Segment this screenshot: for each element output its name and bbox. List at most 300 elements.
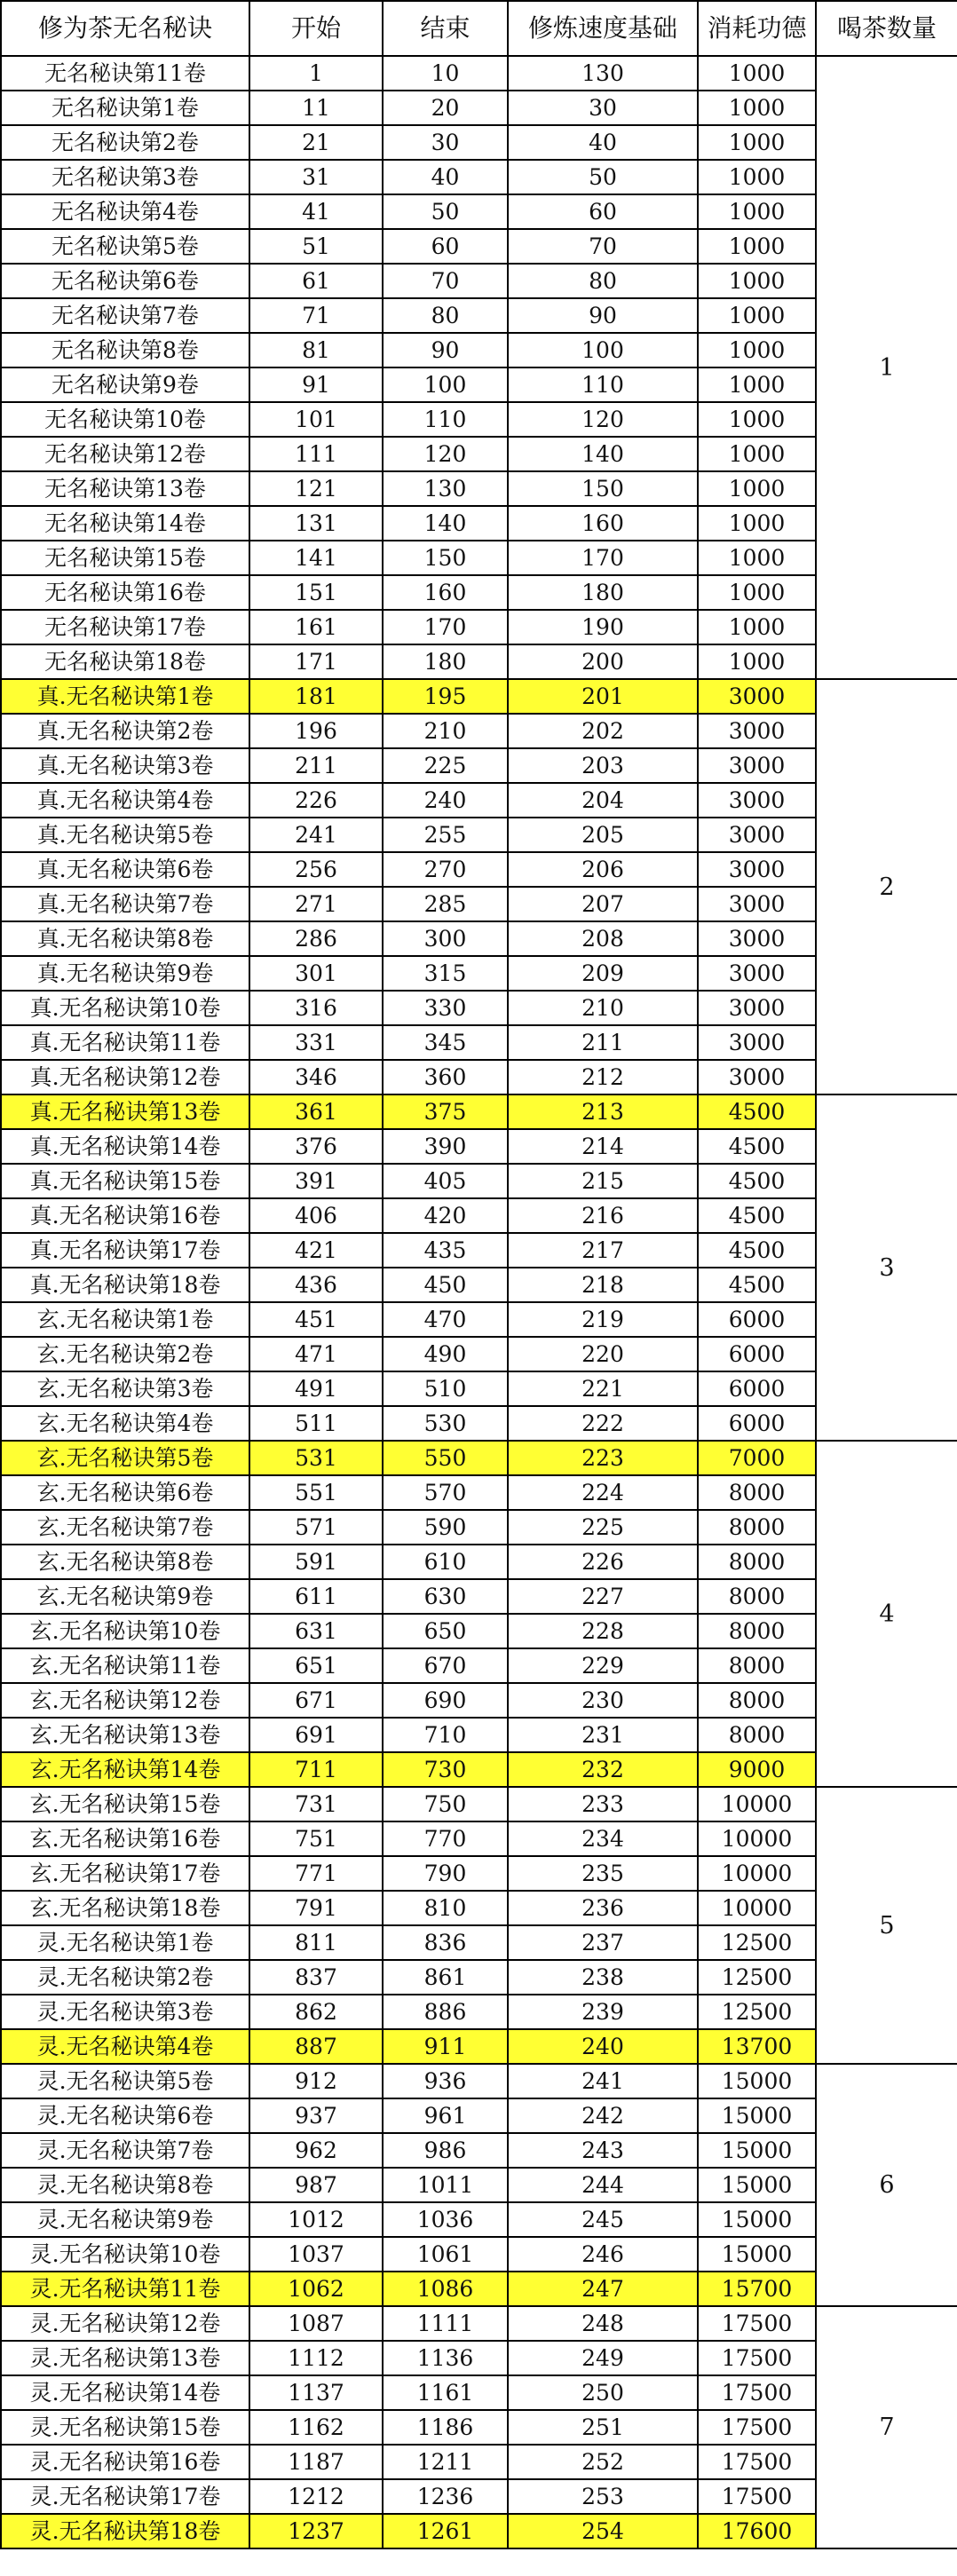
- row-end-cell: 810: [383, 1891, 508, 1925]
- table-row: [1, 1337, 957, 1371]
- row-name-cell: 真.无名秘诀第17卷: [1, 1233, 249, 1268]
- row-start-cell: 31: [249, 160, 383, 194]
- row-name-cell: 真.无名秘诀第2卷: [1, 714, 249, 748]
- row-cost-cell: 4500: [698, 1268, 816, 1302]
- row-cost-cell: 15000: [698, 2202, 816, 2237]
- table-row: [1, 1821, 957, 1856]
- row-start-cell: 101: [249, 402, 383, 437]
- row-end-cell: 40: [383, 160, 508, 194]
- row-start-cell: 611: [249, 1579, 383, 1614]
- tea-count-cell: 7: [816, 2306, 957, 2548]
- row-cost-cell: 3000: [698, 852, 816, 887]
- row-speed-cell: 232: [508, 1752, 698, 1787]
- row-end-cell: 836: [383, 1925, 508, 1960]
- row-cost-cell: 17500: [698, 2445, 816, 2479]
- table-row: [1, 610, 957, 644]
- row-end-cell: 80: [383, 298, 508, 333]
- row-cost-cell: 3000: [698, 921, 816, 956]
- row-end-cell: 510: [383, 1371, 508, 1406]
- row-start-cell: 771: [249, 1856, 383, 1891]
- row-speed-cell: 205: [508, 818, 698, 852]
- header-end: 结束: [383, 1, 508, 56]
- table-row: [1, 1406, 957, 1441]
- table-row: [1, 402, 957, 437]
- row-name-cell: 真.无名秘诀第15卷: [1, 1164, 249, 1198]
- row-start-cell: 316: [249, 991, 383, 1025]
- table-row: [1, 1752, 957, 1787]
- row-name-cell: 真.无名秘诀第6卷: [1, 852, 249, 887]
- row-start-cell: 691: [249, 1718, 383, 1752]
- row-name-cell: 玄.无名秘诀第17卷: [1, 1856, 249, 1891]
- row-end-cell: 1061: [383, 2237, 508, 2272]
- row-cost-cell: 1000: [698, 506, 816, 541]
- row-name-cell: 玄.无名秘诀第8卷: [1, 1545, 249, 1579]
- row-cost-cell: 3000: [698, 748, 816, 783]
- row-end-cell: 1111: [383, 2306, 508, 2341]
- row-speed-cell: 208: [508, 921, 698, 956]
- row-name-cell: 灵.无名秘诀第10卷: [1, 2237, 249, 2272]
- row-speed-cell: 216: [508, 1198, 698, 1233]
- row-cost-cell: 10000: [698, 1787, 816, 1821]
- table-row: [1, 437, 957, 471]
- row-cost-cell: 9000: [698, 1752, 816, 1787]
- row-name-cell: 无名秘诀第13卷: [1, 471, 249, 506]
- row-name-cell: 无名秘诀第16卷: [1, 575, 249, 610]
- table-row: [1, 921, 957, 956]
- row-speed-cell: 240: [508, 2029, 698, 2064]
- row-end-cell: 670: [383, 1648, 508, 1683]
- row-start-cell: 121: [249, 471, 383, 506]
- row-speed-cell: 100: [508, 333, 698, 367]
- row-speed-cell: 247: [508, 2272, 698, 2306]
- row-end-cell: 10: [383, 56, 508, 91]
- row-speed-cell: 241: [508, 2064, 698, 2098]
- row-cost-cell: 17500: [698, 2306, 816, 2341]
- table-row: [1, 2168, 957, 2202]
- table-row: [1, 679, 957, 714]
- row-speed-cell: 239: [508, 1995, 698, 2029]
- tea-count-cell: 6: [816, 2064, 957, 2306]
- row-start-cell: 1012: [249, 2202, 383, 2237]
- tea-count-cell: 3: [816, 1094, 957, 1441]
- row-end-cell: 1011: [383, 2168, 508, 2202]
- row-speed-cell: 254: [508, 2514, 698, 2548]
- row-name-cell: 玄.无名秘诀第2卷: [1, 1337, 249, 1371]
- row-speed-cell: 110: [508, 367, 698, 402]
- table-row: [1, 1164, 957, 1198]
- row-speed-cell: 249: [508, 2341, 698, 2375]
- table-row: [1, 991, 957, 1025]
- row-name-cell: 真.无名秘诀第10卷: [1, 991, 249, 1025]
- row-name-cell: 无名秘诀第2卷: [1, 125, 249, 160]
- row-speed-cell: 213: [508, 1094, 698, 1129]
- row-end-cell: 690: [383, 1683, 508, 1718]
- table-row: [1, 1718, 957, 1752]
- row-cost-cell: 3000: [698, 1060, 816, 1094]
- row-name-cell: 灵.无名秘诀第18卷: [1, 2514, 249, 2548]
- row-name-cell: 真.无名秘诀第14卷: [1, 1129, 249, 1164]
- row-cost-cell: 1000: [698, 333, 816, 367]
- row-end-cell: 750: [383, 1787, 508, 1821]
- row-cost-cell: 15000: [698, 2098, 816, 2133]
- table-row: [1, 2098, 957, 2133]
- row-cost-cell: 6000: [698, 1302, 816, 1337]
- row-cost-cell: 17600: [698, 2514, 816, 2548]
- row-cost-cell: 1000: [698, 471, 816, 506]
- row-cost-cell: 8000: [698, 1579, 816, 1614]
- row-cost-cell: 3000: [698, 714, 816, 748]
- row-start-cell: 436: [249, 1268, 383, 1302]
- row-speed-cell: 252: [508, 2445, 698, 2479]
- row-end-cell: 1086: [383, 2272, 508, 2306]
- row-speed-cell: 60: [508, 194, 698, 229]
- table-row: [1, 1475, 957, 1510]
- row-end-cell: 100: [383, 367, 508, 402]
- row-name-cell: 玄.无名秘诀第11卷: [1, 1648, 249, 1683]
- row-cost-cell: 8000: [698, 1510, 816, 1545]
- row-end-cell: 405: [383, 1164, 508, 1198]
- row-end-cell: 150: [383, 541, 508, 575]
- row-speed-cell: 221: [508, 1371, 698, 1406]
- row-start-cell: 1137: [249, 2375, 383, 2410]
- row-start-cell: 751: [249, 1821, 383, 1856]
- row-end-cell: 255: [383, 818, 508, 852]
- row-cost-cell: 10000: [698, 1891, 816, 1925]
- table-row: [1, 333, 957, 367]
- row-end-cell: 375: [383, 1094, 508, 1129]
- row-name-cell: 无名秘诀第1卷: [1, 91, 249, 125]
- table-row: [1, 748, 957, 783]
- row-name-cell: 灵.无名秘诀第3卷: [1, 1995, 249, 2029]
- header-row: [1, 1, 957, 56]
- row-start-cell: 811: [249, 1925, 383, 1960]
- row-start-cell: 21: [249, 125, 383, 160]
- row-end-cell: 60: [383, 229, 508, 264]
- row-start-cell: 41: [249, 194, 383, 229]
- row-end-cell: 20: [383, 91, 508, 125]
- header-start: 开始: [249, 1, 383, 56]
- row-cost-cell: 8000: [698, 1648, 816, 1683]
- row-name-cell: 灵.无名秘诀第13卷: [1, 2341, 249, 2375]
- row-name-cell: 玄.无名秘诀第4卷: [1, 1406, 249, 1441]
- row-start-cell: 671: [249, 1683, 383, 1718]
- row-cost-cell: 8000: [698, 1614, 816, 1648]
- row-cost-cell: 3000: [698, 783, 816, 818]
- row-cost-cell: 4500: [698, 1233, 816, 1268]
- row-end-cell: 1261: [383, 2514, 508, 2548]
- row-speed-cell: 206: [508, 852, 698, 887]
- table-row: [1, 506, 957, 541]
- row-speed-cell: 30: [508, 91, 698, 125]
- row-name-cell: 无名秘诀第8卷: [1, 333, 249, 367]
- row-cost-cell: 3000: [698, 679, 816, 714]
- row-end-cell: 650: [383, 1614, 508, 1648]
- row-name-cell: 无名秘诀第3卷: [1, 160, 249, 194]
- table-row: [1, 887, 957, 921]
- row-start-cell: 571: [249, 1510, 383, 1545]
- table-row: [1, 2306, 957, 2341]
- row-end-cell: 590: [383, 1510, 508, 1545]
- row-cost-cell: 13700: [698, 2029, 816, 2064]
- row-name-cell: 无名秘诀第12卷: [1, 437, 249, 471]
- table-row: [1, 1891, 957, 1925]
- row-name-cell: 无名秘诀第18卷: [1, 644, 249, 679]
- row-start-cell: 181: [249, 679, 383, 714]
- table-row: [1, 956, 957, 991]
- row-name-cell: 真.无名秘诀第11卷: [1, 1025, 249, 1060]
- row-name-cell: 灵.无名秘诀第5卷: [1, 2064, 249, 2098]
- tea-count-cell: 5: [816, 1787, 957, 2064]
- row-start-cell: 1162: [249, 2410, 383, 2445]
- row-name-cell: 真.无名秘诀第16卷: [1, 1198, 249, 1233]
- row-end-cell: 140: [383, 506, 508, 541]
- row-speed-cell: 170: [508, 541, 698, 575]
- header-name: 修为茶无名秘诀: [1, 1, 249, 56]
- row-speed-cell: 253: [508, 2479, 698, 2514]
- row-speed-cell: 150: [508, 471, 698, 506]
- row-end-cell: 986: [383, 2133, 508, 2168]
- row-cost-cell: 1000: [698, 575, 816, 610]
- row-cost-cell: 8000: [698, 1475, 816, 1510]
- table-row: [1, 714, 957, 748]
- row-speed-cell: 242: [508, 2098, 698, 2133]
- row-cost-cell: 15000: [698, 2168, 816, 2202]
- row-start-cell: 241: [249, 818, 383, 852]
- table-row: [1, 852, 957, 887]
- row-cost-cell: 12500: [698, 1925, 816, 1960]
- row-start-cell: 71: [249, 298, 383, 333]
- row-name-cell: 玄.无名秘诀第13卷: [1, 1718, 249, 1752]
- table-row: [1, 1441, 957, 1475]
- row-name-cell: 灵.无名秘诀第1卷: [1, 1925, 249, 1960]
- row-name-cell: 灵.无名秘诀第2卷: [1, 1960, 249, 1995]
- row-speed-cell: 215: [508, 1164, 698, 1198]
- table-row: [1, 1198, 957, 1233]
- row-start-cell: 1187: [249, 2445, 383, 2479]
- row-name-cell: 玄.无名秘诀第16卷: [1, 1821, 249, 1856]
- row-name-cell: 玄.无名秘诀第5卷: [1, 1441, 249, 1475]
- row-speed-cell: 245: [508, 2202, 698, 2237]
- row-name-cell: 灵.无名秘诀第9卷: [1, 2202, 249, 2237]
- row-speed-cell: 200: [508, 644, 698, 679]
- row-start-cell: 791: [249, 1891, 383, 1925]
- row-name-cell: 无名秘诀第17卷: [1, 610, 249, 644]
- table-row: [1, 2445, 957, 2479]
- row-name-cell: 玄.无名秘诀第3卷: [1, 1371, 249, 1406]
- row-end-cell: 490: [383, 1337, 508, 1371]
- row-speed-cell: 233: [508, 1787, 698, 1821]
- table-row: [1, 644, 957, 679]
- row-speed-cell: 228: [508, 1614, 698, 1648]
- row-speed-cell: 203: [508, 748, 698, 783]
- row-cost-cell: 1000: [698, 91, 816, 125]
- row-start-cell: 887: [249, 2029, 383, 2064]
- row-cost-cell: 15000: [698, 2237, 816, 2272]
- row-end-cell: 210: [383, 714, 508, 748]
- row-cost-cell: 3000: [698, 1025, 816, 1060]
- row-start-cell: 131: [249, 506, 383, 541]
- row-name-cell: 玄.无名秘诀第15卷: [1, 1787, 249, 1821]
- row-start-cell: 51: [249, 229, 383, 264]
- row-speed-cell: 246: [508, 2237, 698, 2272]
- row-cost-cell: 17500: [698, 2341, 816, 2375]
- table-row: [1, 2272, 957, 2306]
- row-end-cell: 936: [383, 2064, 508, 2098]
- table-row: [1, 2375, 957, 2410]
- row-start-cell: 81: [249, 333, 383, 367]
- row-start-cell: 651: [249, 1648, 383, 1683]
- row-name-cell: 玄.无名秘诀第6卷: [1, 1475, 249, 1510]
- row-end-cell: 270: [383, 852, 508, 887]
- row-end-cell: 861: [383, 1960, 508, 1995]
- row-start-cell: 471: [249, 1337, 383, 1371]
- row-start-cell: 346: [249, 1060, 383, 1094]
- row-name-cell: 玄.无名秘诀第18卷: [1, 1891, 249, 1925]
- row-cost-cell: 17500: [698, 2375, 816, 2410]
- row-name-cell: 真.无名秘诀第4卷: [1, 783, 249, 818]
- row-end-cell: 195: [383, 679, 508, 714]
- table-row: [1, 1960, 957, 1995]
- row-start-cell: 1: [249, 56, 383, 91]
- row-end-cell: 110: [383, 402, 508, 437]
- row-end-cell: 120: [383, 437, 508, 471]
- table-row: [1, 1995, 957, 2029]
- row-name-cell: 玄.无名秘诀第14卷: [1, 1752, 249, 1787]
- row-speed-cell: 70: [508, 229, 698, 264]
- row-start-cell: 196: [249, 714, 383, 748]
- row-end-cell: 435: [383, 1233, 508, 1268]
- row-speed-cell: 222: [508, 1406, 698, 1441]
- row-cost-cell: 7000: [698, 1441, 816, 1475]
- table-row: [1, 2064, 957, 2098]
- row-cost-cell: 1000: [698, 402, 816, 437]
- row-start-cell: 531: [249, 1441, 383, 1475]
- row-cost-cell: 8000: [698, 1683, 816, 1718]
- row-start-cell: 361: [249, 1094, 383, 1129]
- row-cost-cell: 6000: [698, 1337, 816, 1371]
- row-end-cell: 730: [383, 1752, 508, 1787]
- table-row: [1, 229, 957, 264]
- table-row: [1, 1683, 957, 1718]
- row-end-cell: 420: [383, 1198, 508, 1233]
- row-cost-cell: 4500: [698, 1129, 816, 1164]
- row-end-cell: 790: [383, 1856, 508, 1891]
- row-name-cell: 灵.无名秘诀第12卷: [1, 2306, 249, 2341]
- row-name-cell: 真.无名秘诀第5卷: [1, 818, 249, 852]
- row-cost-cell: 12500: [698, 1995, 816, 2029]
- row-cost-cell: 6000: [698, 1371, 816, 1406]
- row-name-cell: 灵.无名秘诀第17卷: [1, 2479, 249, 2514]
- row-speed-cell: 204: [508, 783, 698, 818]
- row-name-cell: 无名秘诀第9卷: [1, 367, 249, 402]
- row-name-cell: 灵.无名秘诀第14卷: [1, 2375, 249, 2410]
- row-name-cell: 无名秘诀第11卷: [1, 56, 249, 91]
- row-start-cell: 331: [249, 1025, 383, 1060]
- row-start-cell: 421: [249, 1233, 383, 1268]
- row-speed-cell: 243: [508, 2133, 698, 2168]
- row-end-cell: 961: [383, 2098, 508, 2133]
- row-cost-cell: 12500: [698, 1960, 816, 1995]
- row-name-cell: 真.无名秘诀第1卷: [1, 679, 249, 714]
- row-end-cell: 225: [383, 748, 508, 783]
- table-row: [1, 2133, 957, 2168]
- row-speed-cell: 209: [508, 956, 698, 991]
- row-end-cell: 570: [383, 1475, 508, 1510]
- row-speed-cell: 218: [508, 1268, 698, 1302]
- row-start-cell: 937: [249, 2098, 383, 2133]
- row-cost-cell: 1000: [698, 541, 816, 575]
- row-name-cell: 无名秘诀第7卷: [1, 298, 249, 333]
- row-cost-cell: 1000: [698, 298, 816, 333]
- table-row: [1, 783, 957, 818]
- row-start-cell: 451: [249, 1302, 383, 1337]
- table-row: [1, 160, 957, 194]
- row-cost-cell: 10000: [698, 1856, 816, 1891]
- row-start-cell: 987: [249, 2168, 383, 2202]
- row-end-cell: 70: [383, 264, 508, 298]
- row-start-cell: 11: [249, 91, 383, 125]
- table-row: [1, 1579, 957, 1614]
- row-end-cell: 610: [383, 1545, 508, 1579]
- row-speed-cell: 230: [508, 1683, 698, 1718]
- row-name-cell: 玄.无名秘诀第9卷: [1, 1579, 249, 1614]
- tea-count-cell: 1: [816, 56, 957, 679]
- row-start-cell: 1237: [249, 2514, 383, 2548]
- header-tea-count: 喝茶数量: [816, 1, 957, 56]
- row-speed-cell: 235: [508, 1856, 698, 1891]
- header-cost: 消耗功德: [698, 1, 816, 56]
- row-end-cell: 1136: [383, 2341, 508, 2375]
- row-speed-cell: 202: [508, 714, 698, 748]
- row-name-cell: 无名秘诀第15卷: [1, 541, 249, 575]
- row-end-cell: 330: [383, 991, 508, 1025]
- table-row: [1, 1371, 957, 1406]
- row-start-cell: 111: [249, 437, 383, 471]
- row-name-cell: 无名秘诀第10卷: [1, 402, 249, 437]
- row-cost-cell: 1000: [698, 56, 816, 91]
- row-cost-cell: 1000: [698, 194, 816, 229]
- row-end-cell: 1036: [383, 2202, 508, 2237]
- row-speed-cell: 234: [508, 1821, 698, 1856]
- row-speed-cell: 217: [508, 1233, 698, 1268]
- table-row: [1, 125, 957, 160]
- row-name-cell: 真.无名秘诀第3卷: [1, 748, 249, 783]
- row-end-cell: 630: [383, 1579, 508, 1614]
- row-speed-cell: 211: [508, 1025, 698, 1060]
- row-name-cell: 真.无名秘诀第18卷: [1, 1268, 249, 1302]
- table-row: [1, 2202, 957, 2237]
- row-cost-cell: 3000: [698, 818, 816, 852]
- row-start-cell: 376: [249, 1129, 383, 1164]
- tea-count-cell: 2: [816, 679, 957, 1094]
- row-end-cell: 160: [383, 575, 508, 610]
- row-start-cell: 151: [249, 575, 383, 610]
- row-speed-cell: 160: [508, 506, 698, 541]
- row-speed-cell: 237: [508, 1925, 698, 1960]
- row-cost-cell: 17500: [698, 2410, 816, 2445]
- row-end-cell: 300: [383, 921, 508, 956]
- table-row: [1, 1060, 957, 1094]
- row-cost-cell: 15000: [698, 2133, 816, 2168]
- table-row: [1, 1648, 957, 1683]
- row-cost-cell: 15000: [698, 2064, 816, 2098]
- table-row: [1, 575, 957, 610]
- table-body: [1, 56, 957, 2548]
- row-speed-cell: 238: [508, 1960, 698, 1995]
- row-speed-cell: 251: [508, 2410, 698, 2445]
- table-row: [1, 1094, 957, 1129]
- table-row: [1, 1233, 957, 1268]
